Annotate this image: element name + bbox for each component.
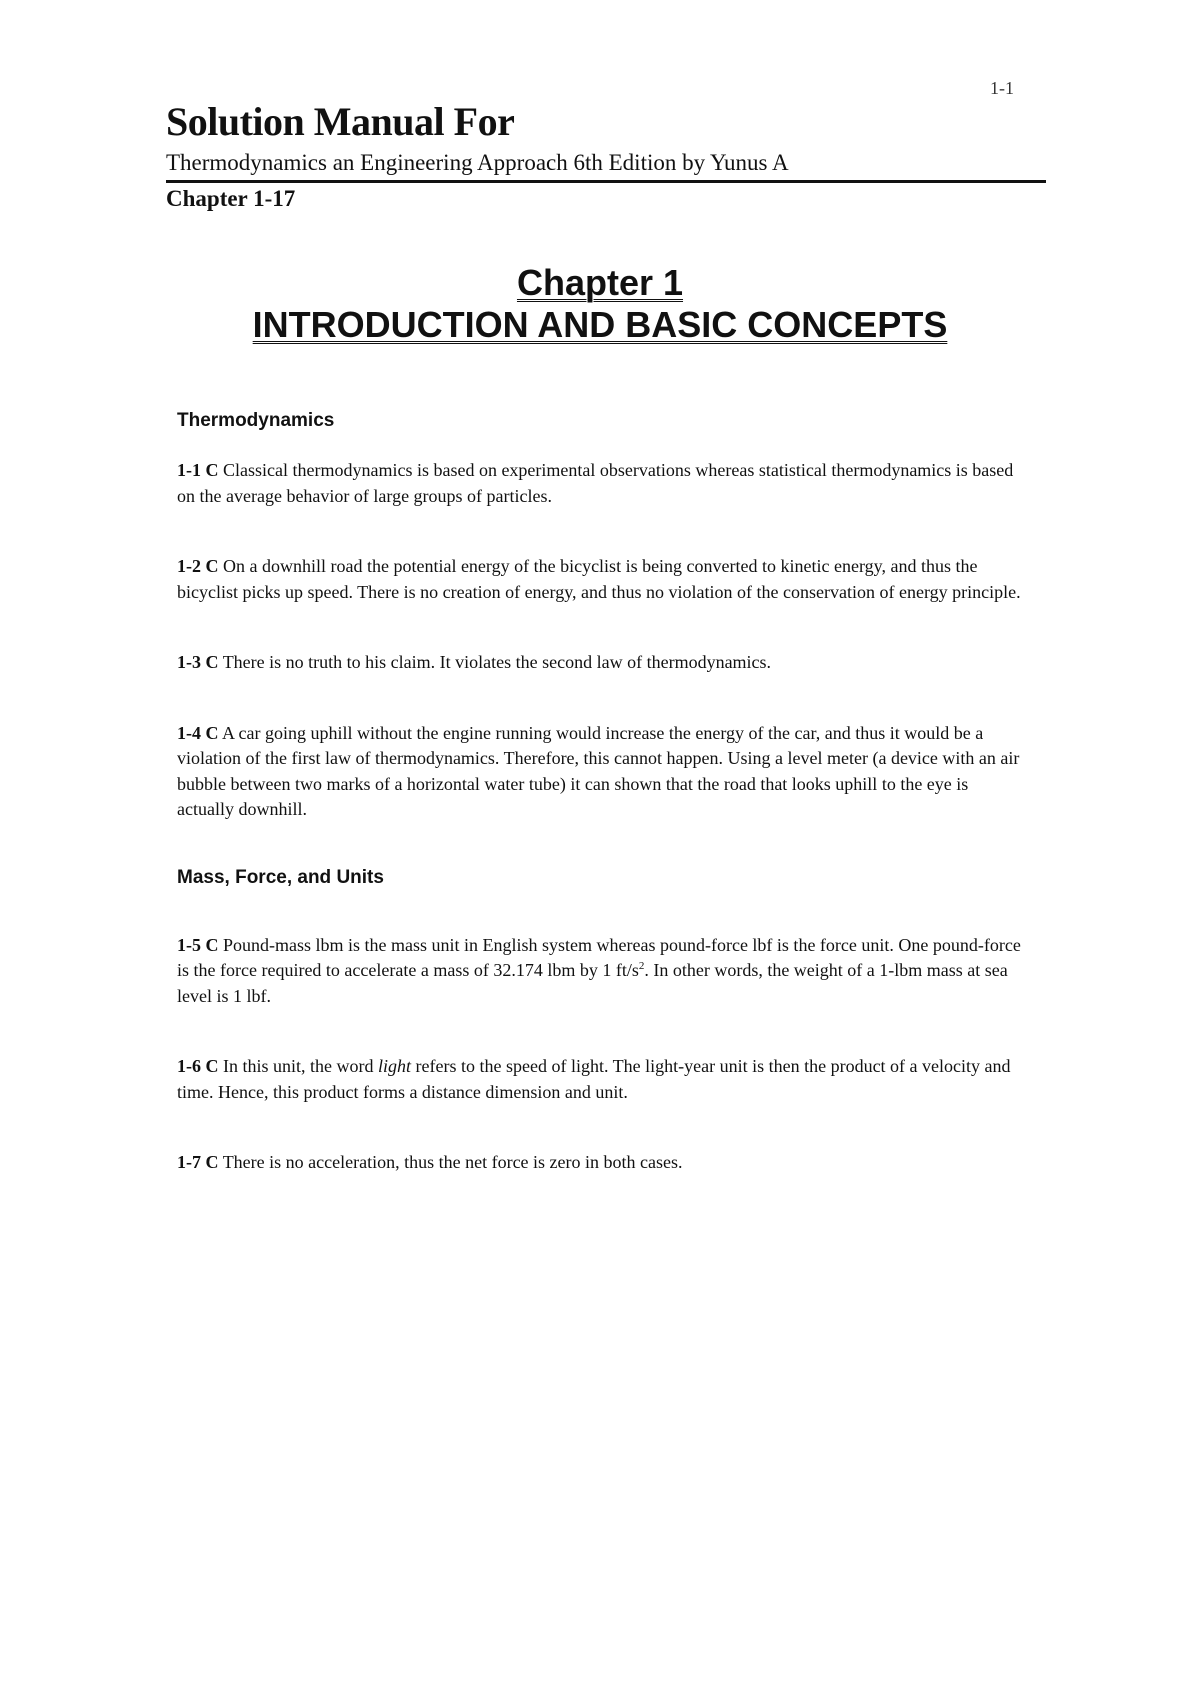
document-header [166,96,1046,215]
problem-text: A car going uphill without the engine running would increase the energy of the car, and thus it would be a violation of the first law of thermodynamics. Therefore, this cannot happen. Using a level meter (a device with an air bubble between two marks of a horizontal water tube) it can shown that the road that looks uphill to the eye is actually downhill. [177,722,1020,819]
problem-1-7 [177,1150,1027,1176]
problem-id: 1-4 C [177,722,219,743]
problem-id: 1-6 C [177,1056,219,1076]
problem-text: On a downhill road the potential energy of the bicyclist is being converted to kinetic energy, and thus the bicyclist picks up speed. There is no creation of energy, and thus no violation of the conservation of energy principle. [177,556,1021,602]
problem-text-after: . In other words, the weight of a 1-lbm mass at sea level is 1 lbf. [177,960,1008,1006]
problem-superscript: 2 [638,960,645,972]
problem-id: 1-1 C [177,460,219,480]
problem-1-6 [177,1054,1027,1105]
problem-text: There is no truth to his claim. It violates the second law of thermodynamics. [222,652,772,672]
problem-id: 1-2 C [177,556,219,576]
problem-id: 1-7 C [177,1152,219,1172]
document-subtitle: Thermodynamics an Engineering Approach 6th Edition by Yunus A [166,148,1046,183]
problem-1-4 [177,721,1027,823]
section-title-mass-force-units: Mass, Force, and Units [177,866,384,888]
problem-italic-word: light [378,1056,412,1076]
chapter-heading [0,262,1200,346]
problem-1-1 [177,458,1027,509]
problem-text: There is no acceleration, thus the net force is zero in both cases. [222,1152,683,1172]
problem-text: Classical thermodynamics is based on experimental observations whereas statistical thermodynamics is based on the average behavior of large groups of particles. [177,460,1014,506]
section-title-thermodynamics: Thermodynamics [177,410,335,431]
problem-1-5 [177,933,1027,1010]
document-body [177,410,1027,1176]
problem-id: 1-3 C [177,652,219,672]
problem-1-3 [177,650,1027,676]
problem-1-2 [177,554,1027,605]
chapter-range: Chapter 1-17 [166,186,296,211]
problem-text-after: refers to the speed of light. The light-year unit is then the product of a velocity and time. Hence, this product forms a distance dimension and unit. [177,1056,1011,1102]
problem-id: 1-5 C [177,934,219,955]
document-title: Solution Manual For [166,99,515,144]
problem-text: In this unit, the word [223,1056,378,1076]
page-number: 1-1 [990,78,1014,98]
chapter-number: Chapter 1 [516,262,684,303]
problem-text: Pound-mass lbm is the mass unit in English system whereas pound-force lbf is the force unit. One pound-force is the force required to accelerate a mass of 32.174 lbm by 1 ft/s [177,934,1021,980]
chapter-title: INTRODUCTION AND BASIC CONCEPTS [252,304,948,345]
